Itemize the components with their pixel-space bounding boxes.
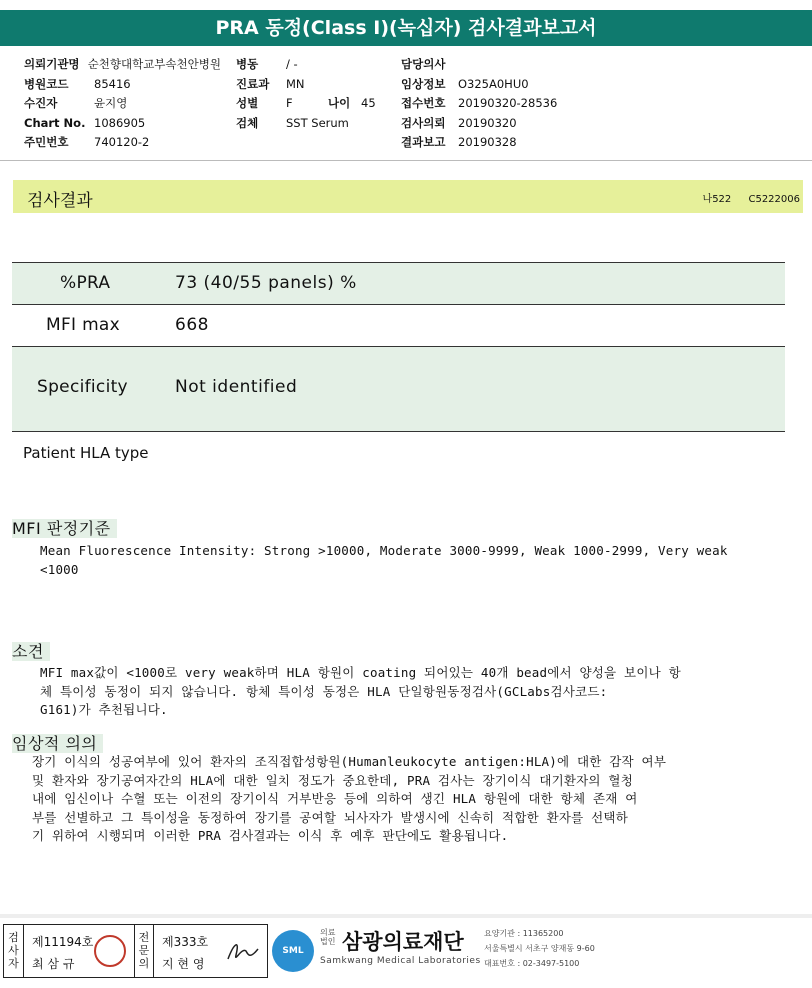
row-value: Not identified (175, 377, 298, 397)
info-value: F (286, 96, 293, 110)
table-row (12, 304, 785, 346)
examiner-number: 제11194호 (32, 935, 94, 949)
text-line: 내에 임신이나 수혈 또는 이전의 장기이식 거부반응 등에 의하여 생긴 HLA 항원에 대한 항체 존재 여 (32, 791, 638, 806)
info-label: 검사의뢰 (401, 115, 446, 130)
info-value: MN (286, 76, 305, 91)
info-label: 담당의사 (401, 57, 446, 71)
table-row (12, 262, 785, 304)
confirmer-vertical-label: 전문의 (134, 925, 154, 977)
org-english-name: Samkwang Medical Laboratories (320, 956, 481, 966)
clinical-text (32, 753, 666, 846)
info-label: 병원코드 (24, 76, 69, 91)
opinion-title (12, 639, 50, 662)
text-line: 체 특이성 동정이 되지 않습니다. 항체 특이성 동정은 HLA 단일항원동정검사(GCLabs검사코드: (40, 683, 608, 699)
info-value: O325A0HU0 (458, 76, 529, 91)
info-label: 검체 (236, 115, 259, 130)
info-value: 740120-2 (94, 135, 150, 149)
examiner-vertical-label: 검사자 (4, 925, 24, 977)
confirmer-number: 제333호 (162, 935, 209, 949)
mfi-criteria-text (40, 542, 728, 579)
info-value: 45 (361, 96, 376, 110)
row-key: MFI max (46, 315, 121, 335)
clinical-title (12, 731, 103, 754)
info-value: 20190320-28536 (458, 96, 558, 110)
info-row (24, 55, 221, 75)
info-value: 85416 (94, 76, 131, 91)
title-bar (0, 0, 812, 46)
info-label: 접수번호 (401, 96, 446, 110)
info-label: 결과보고 (401, 135, 446, 149)
signature-icon (224, 933, 262, 969)
section-heading: 임상적 의의 (12, 734, 103, 753)
result-title: 검사결과 (27, 191, 93, 211)
info-value: 20190320 (458, 115, 517, 130)
text-line: 장기 이식의 성공여부에 있어 환자의 조직접합성항원(Humanleukocyte antigen:HLA)에 대한 감작 여부 (32, 754, 667, 769)
org-prefix-line: 법인 (320, 937, 336, 946)
info-label: 주민번호 (24, 135, 69, 149)
patient-info-col2 (236, 55, 376, 133)
report-title: PRA 동정(Class I)(녹십자) 검사결과보고서 (0, 10, 812, 46)
info-label: 의뢰기관명 (24, 57, 80, 71)
info-value: 윤지영 (94, 96, 128, 110)
result-code: 나522 (702, 194, 732, 205)
info-row (401, 55, 557, 75)
text-line: MFI max값이 <1000로 very weak하며 HLA 항원이 coating 되어있는 40개 bead에서 양성을 보이나 항 (40, 665, 681, 680)
info-row (236, 94, 376, 114)
info-label: 병동 (236, 57, 259, 71)
info-value: 20190328 (458, 135, 517, 149)
signature-box (3, 924, 268, 978)
examiner-name: 최 삼 규 (32, 957, 75, 971)
section-heading: 소견 (12, 642, 50, 661)
info-row (401, 114, 557, 134)
org-name: 삼광의료재단 (342, 930, 464, 954)
org-line: 서울특별시 서초구 양재동 9-60 (484, 944, 595, 953)
sml-logo-icon: SML (272, 930, 314, 972)
text-line: <1000 (40, 561, 79, 577)
row-value: 73 (40/55 panels) % (175, 273, 357, 293)
org-line: 요양기관 : 11365200 (484, 929, 564, 938)
org-line: 대표번호 : 02-3497-5100 (484, 959, 580, 968)
text-line: 부를 선별하고 그 특이성을 동정하여 장기를 공여할 뇌사자가 발생시에 신속히 적합한 환자를 선택하 (32, 809, 628, 825)
info-row (236, 55, 376, 75)
row-key: %PRA (60, 273, 111, 293)
info-value: 1086905 (94, 115, 146, 130)
opinion-text (40, 664, 681, 720)
mfi-criteria-title (12, 516, 117, 539)
patient-info-col3 (401, 55, 557, 153)
info-label: 진료과 (236, 76, 270, 91)
seal-icon (94, 935, 126, 967)
info-row (24, 94, 221, 114)
footer-divider (0, 914, 812, 918)
info-value: / - (286, 57, 298, 71)
row-key: Specificity (37, 377, 128, 397)
row-value: 668 (175, 315, 209, 335)
confirmer-name: 지 현 영 (162, 957, 205, 971)
patient-hla-label: Patient HLA type (23, 444, 149, 462)
info-label: 성별 (236, 96, 259, 110)
org-prefix-line: 의료 (320, 928, 336, 937)
info-row (24, 133, 221, 153)
result-code: C5222006 (748, 194, 800, 205)
section-heading: MFI 판정기준 (12, 519, 117, 538)
info-label: 나이 (328, 96, 351, 110)
text-line: G161)가 추천됩니다. (40, 702, 168, 717)
info-row (24, 75, 221, 95)
text-line: 및 환자와 장기공여자간의 HLA에 대한 일치 정도가 중요한데, PRA 검사는 장기이식 대기환자의 혈청 (32, 772, 633, 788)
info-row (24, 114, 221, 134)
info-label: 수진자 (24, 96, 58, 110)
info-row (401, 133, 557, 153)
text-line: Mean Fluorescence Intensity: Strong >10000, Moderate 3000-9999, Weak 1000-2999, Very weak (40, 543, 728, 558)
info-row (401, 94, 557, 114)
info-row (236, 114, 376, 134)
org-prefix (320, 928, 335, 946)
result-header (13, 180, 803, 213)
result-codes (703, 190, 800, 205)
text-line: 기 위하여 시행되며 이러한 PRA 검사결과는 이식 후 예후 판단에도 활용됩니다. (32, 828, 509, 843)
table-row (12, 346, 785, 432)
info-row (401, 75, 557, 95)
info-label: Chart No. (24, 115, 86, 130)
patient-info-col1 (24, 55, 221, 153)
info-row (236, 75, 376, 95)
divider (0, 160, 812, 161)
info-value: SST Serum (286, 115, 349, 130)
info-label: 임상정보 (401, 76, 446, 91)
info-value: 순천향대학교부속천안병원 (87, 57, 221, 71)
